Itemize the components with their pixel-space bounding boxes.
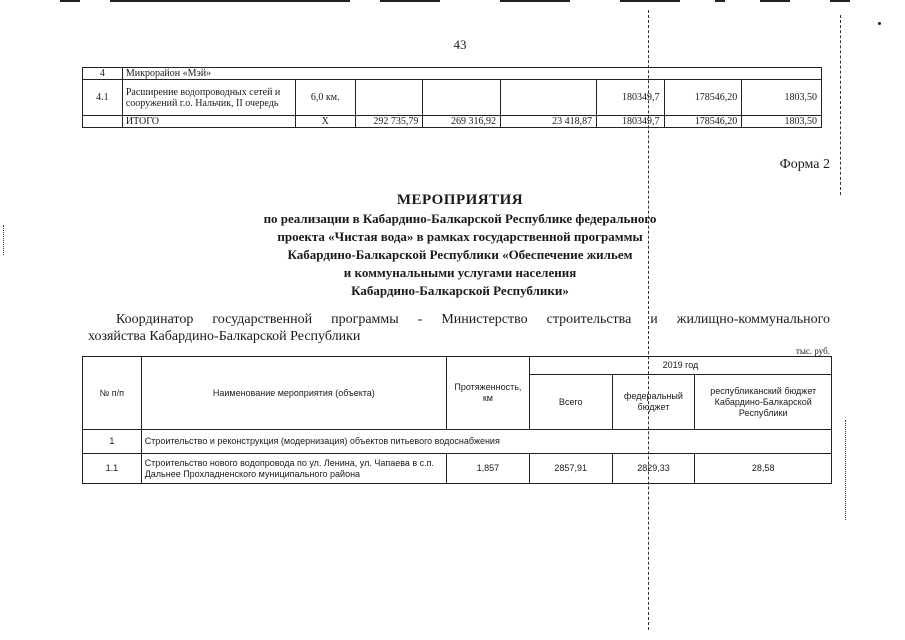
row-republic: 28,58 — [695, 454, 832, 484]
title-line: Кабардино-Балкарской Республики «Обеспечение жильем — [287, 247, 633, 262]
row-number: 4.1 — [83, 80, 123, 116]
row-name: Микрорайон «Мэй» — [122, 68, 821, 80]
table-row — [83, 116, 822, 128]
summary-table — [82, 67, 822, 128]
row-name: ИТОГО — [122, 116, 295, 128]
scan-artifact-bar — [715, 0, 725, 2]
header-federal: федеральный бюджет — [612, 375, 695, 430]
row-number — [83, 116, 123, 128]
title-heading: МЕРОПРИЯТИЯ — [396, 192, 524, 208]
coordinator-line: Координатор государственной программы - Министерство строительства и жилищно-коммунального — [116, 312, 830, 327]
row-name: Расширение водопроводных сетей и сооружений г.о. Нальчик, II очередь — [122, 80, 295, 116]
document-title — [180, 190, 740, 300]
cell-value — [355, 80, 422, 116]
scan-artifact-bar — [110, 0, 350, 2]
row-length: 6,0 км. — [295, 80, 355, 116]
header-num: № п/п — [83, 357, 142, 430]
row-name: Строительство нового водопровода по ул. Ленина, ул. Чапаева в с.п. Дальнее Прохладненского муниципального района — [141, 454, 446, 484]
table-row — [83, 68, 822, 80]
cell-value: 180349,7 — [597, 80, 664, 116]
table-row — [83, 80, 822, 116]
scan-artifact-dot — [878, 22, 881, 25]
scan-artifact-bar — [60, 0, 80, 2]
scan-artifact-line — [3, 225, 4, 255]
header-row — [83, 357, 832, 375]
section-name: Строительство и реконструкция (модернизация) объектов питьевого водоснабжения — [141, 430, 831, 454]
row-total: 2857,91 — [529, 454, 612, 484]
coordinator-paragraph — [88, 311, 830, 345]
cell-value: 1803,50 — [742, 116, 822, 128]
scan-artifact-bar — [830, 0, 850, 2]
cell-value: 292 735,79 — [355, 116, 422, 128]
header-length: Протяженность, км — [446, 357, 529, 430]
section-row — [83, 430, 832, 454]
row-length: X — [295, 116, 355, 128]
title-line: и коммунальными услугами населения — [343, 265, 577, 280]
title-line: Кабардино-Балкарской Республики» — [351, 283, 569, 298]
form-label: Форма 2 — [779, 157, 830, 172]
cell-value: 180349,7 — [597, 116, 664, 128]
row-number: 4 — [83, 68, 123, 80]
measures-table — [82, 356, 832, 484]
scan-artifact-bar — [500, 0, 570, 2]
header-name: Наименование мероприятия (объекта) — [141, 357, 446, 430]
cell-value: 1803,50 — [742, 80, 822, 116]
scan-artifact-bar — [620, 0, 680, 2]
coordinator-line: хозяйства Кабардино-Балкарской Республики — [88, 329, 361, 344]
cell-value: 23 418,87 — [501, 116, 597, 128]
scan-artifact-bar — [760, 0, 790, 2]
section-num: 1 — [83, 430, 142, 454]
header-republic: республиканский бюджет Кабардино-Балкарской Республики — [695, 375, 832, 430]
cell-value: 178546,20 — [664, 80, 742, 116]
cell-value: 269 316,92 — [423, 116, 501, 128]
cell-value: 178546,20 — [664, 116, 742, 128]
units-label: тыс. руб. — [795, 346, 830, 356]
row-number: 1.1 — [83, 454, 142, 484]
header-total: Всего — [529, 375, 612, 430]
page-number: 43 — [453, 37, 467, 52]
row-length: 1,857 — [446, 454, 529, 484]
table-row — [83, 454, 832, 484]
scan-artifact-bar — [380, 0, 440, 2]
scan-artifact-line — [840, 15, 841, 195]
cell-value — [501, 80, 597, 116]
title-line: по реализации в Кабардино-Балкарской Республике федерального — [263, 211, 657, 226]
row-federal: 2829,33 — [612, 454, 695, 484]
header-year: 2019 год — [529, 357, 831, 375]
title-line: проекта «Чистая вода» в рамках государственной программы — [277, 229, 643, 244]
scan-artifact-line — [845, 420, 846, 520]
cell-value — [423, 80, 501, 116]
